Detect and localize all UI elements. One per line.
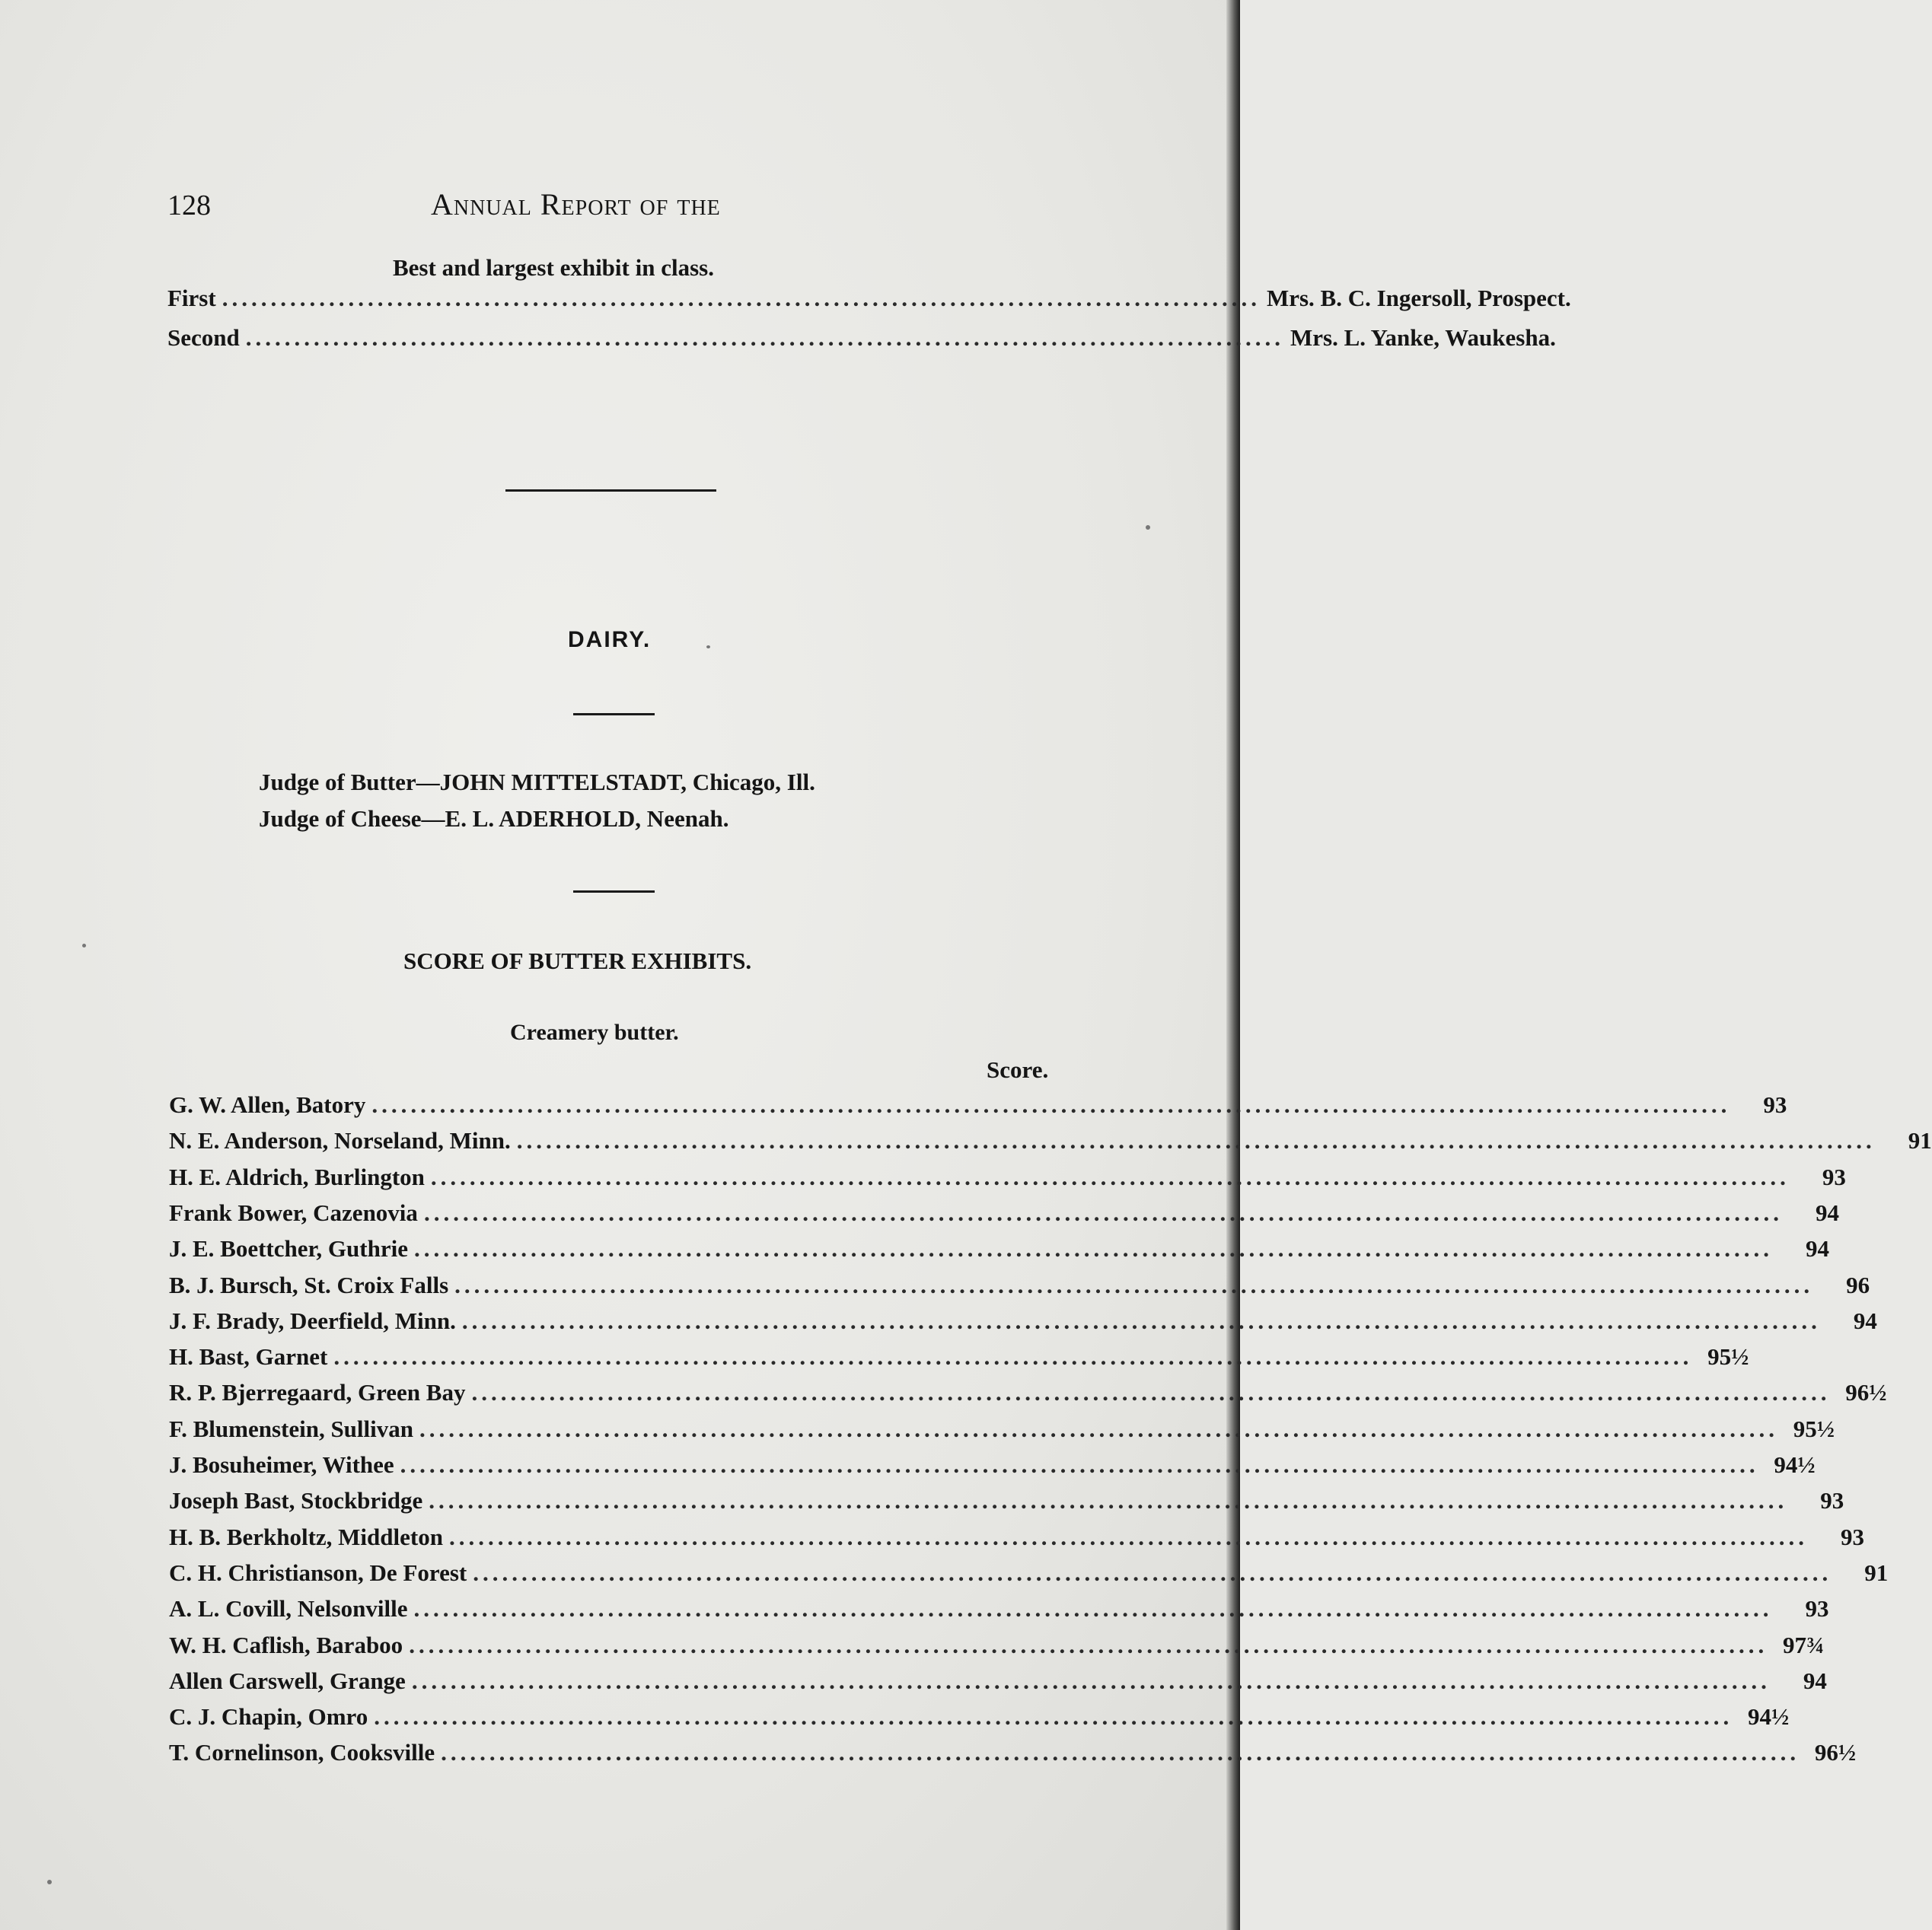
exhibit-score: 96 [1846, 1271, 1870, 1298]
exhibitor-name: H. E. Aldrich, Burlington [169, 1163, 425, 1190]
exhibit-row [169, 1667, 1827, 1701]
dot-leader: ............................................................................................................................................ [413, 1235, 1773, 1263]
exhibit-row [169, 1631, 1825, 1665]
section-divider-rule [505, 489, 716, 492]
exhibit-row [169, 1271, 1870, 1305]
exhibitor-name: G. W. Allen, Batory [169, 1091, 366, 1118]
exhibit-row [169, 1343, 1749, 1377]
exhibitor-name: C. J. Chapin, Omro [169, 1703, 368, 1731]
exhibitor-name: H. B. Berkholtz, Middleton [169, 1523, 443, 1550]
exhibit-score: 93 [1820, 1487, 1844, 1514]
exhibitor-name: Joseph Bast, Stockbridge [169, 1487, 423, 1514]
exhibit-score: 97¾ [1782, 1631, 1825, 1658]
exhibit-score: 95½ [1793, 1415, 1835, 1442]
dot-leader: ............................................................................................................................................ [448, 1523, 1808, 1550]
paper-speck [706, 645, 710, 648]
exhibit-score: 93 [1805, 1595, 1829, 1623]
exhibitor-name: B. J. Bursch, St. Croix Falls [169, 1271, 449, 1298]
exhibit-row [169, 1451, 1816, 1485]
exhibit-row [169, 1559, 1889, 1593]
running-head: Annual Report of the [431, 187, 721, 221]
category-subheading: Creamery butter. [510, 1020, 679, 1045]
prior-entry-winner: Mrs. L. Yanke, Waukesha. [1290, 324, 1556, 351]
page-number: 128 [167, 189, 211, 221]
exhibitor-name: N. E. Anderson, Norseland, Minn. [169, 1127, 511, 1154]
exhibitor-name: J. E. Boettcher, Guthrie [169, 1235, 408, 1263]
dairy-heading: DAIRY. [568, 627, 652, 652]
paper-speck [82, 944, 86, 947]
judge-butter-line: Judge of Butter—JOHN MITTELSTADT, Chicago, Ill. [259, 769, 815, 795]
dot-leader: ............................................................................................................................................ [441, 1739, 1800, 1766]
exhibit-score: 91 [1908, 1127, 1932, 1154]
score-column-header: Score. [987, 1056, 1049, 1083]
exhibit-score: 96½ [1845, 1379, 1887, 1406]
exhibit-score: 91 [1864, 1559, 1889, 1586]
exhibit-score: 94½ [1748, 1703, 1790, 1731]
exhibit-row [169, 1703, 1790, 1737]
exhibitor-name: T. Cornelinson, Cooksville [169, 1739, 435, 1766]
prior-entry-place: First [167, 285, 216, 311]
judge-cheese-line: Judge of Cheese—E. L. ADERHOLD, Neenah. [259, 805, 729, 832]
short-rule [573, 713, 655, 715]
dot-leader: ........................................................................................................... [245, 324, 1284, 351]
exhibit-score: 94 [1853, 1307, 1877, 1334]
exhibit-row [169, 1415, 1835, 1449]
exhibitor-name: C. H. Christianson, De Forest [169, 1559, 467, 1586]
dot-leader: ............................................................................................................................................ [429, 1487, 1788, 1514]
dot-leader: ............................................................................................................................................ [409, 1631, 1768, 1658]
exhibit-row [169, 1307, 1877, 1341]
exhibit-row [169, 1739, 1857, 1772]
score-table-title: SCORE OF BUTTER EXHIBITS. [403, 947, 752, 974]
paper-speck [47, 1880, 52, 1884]
exhibitor-name: R. P. Bjerregaard, Green Bay [169, 1379, 466, 1406]
dot-leader: ............................................................................................................................................ [400, 1451, 1759, 1478]
prior-entry-row [167, 285, 1571, 318]
exhibit-score: 93 [1840, 1523, 1864, 1550]
exhibitor-name: Frank Bower, Cazenovia [169, 1199, 418, 1226]
dot-leader: ............................................................................................................................................ [516, 1127, 1876, 1154]
exhibit-row [169, 1595, 1829, 1629]
exhibitor-name: F. Blumenstein, Sullivan [169, 1415, 414, 1442]
dot-leader: ............................................................................................................................................ [430, 1163, 1790, 1190]
exhibit-score: 94 [1815, 1199, 1839, 1226]
prior-entry-place: Second [167, 324, 240, 351]
dot-leader: ............................................................................................................................................ [473, 1559, 1832, 1586]
exhibit-score: 94 [1805, 1235, 1829, 1263]
prior-entry-row [167, 324, 1556, 358]
exhibit-row [169, 1091, 1787, 1125]
prior-entry-winner: Mrs. B. C. Ingersoll, Prospect. [1266, 285, 1571, 311]
exhibit-score: 93 [1763, 1091, 1787, 1118]
exhibit-row [169, 1487, 1844, 1521]
exhibit-row [169, 1379, 1887, 1412]
dot-leader: ............................................................................................................................................ [454, 1271, 1814, 1298]
exhibitor-name: W. H. Caflish, Baraboo [169, 1631, 403, 1658]
dot-leader: ............................................................................................................................................ [471, 1379, 1831, 1406]
exhibit-row [169, 1163, 1846, 1197]
dot-leader: ............................................................................................................................................ [411, 1667, 1771, 1694]
dot-leader: ............................................................................................................................................ [413, 1595, 1773, 1623]
exhibit-row [169, 1523, 1864, 1557]
dot-leader: ............................................................................................................................................ [333, 1343, 1693, 1371]
exhibit-score: 93 [1822, 1163, 1846, 1190]
exhibit-score: 94 [1803, 1667, 1827, 1694]
exhibitor-name: J. F. Brady, Deerfield, Minn. [169, 1307, 456, 1334]
exhibit-row [169, 1235, 1829, 1269]
exhibitor-name: A. L. Covill, Nelsonville [169, 1595, 408, 1623]
exhibitor-name: H. Bast, Garnet [169, 1343, 328, 1371]
dot-leader: ............................................................................................................................................ [371, 1091, 1731, 1118]
prior-section-title: Best and largest exhibit in class. [393, 254, 714, 281]
exhibit-row [169, 1199, 1839, 1233]
dot-leader: ........................................................................................................... [222, 285, 1261, 311]
exhibitor-name: Allen Carswell, Grange [169, 1667, 406, 1694]
dot-leader: ............................................................................................................................................ [419, 1415, 1779, 1442]
dot-leader: ............................................................................................................................................ [461, 1307, 1821, 1334]
exhibit-score: 94½ [1774, 1451, 1816, 1478]
dot-leader: ............................................................................................................................................ [374, 1703, 1733, 1731]
exhibitor-name: J. Bosuheimer, Withee [169, 1451, 394, 1478]
dot-leader: ............................................................................................................................................ [423, 1199, 1783, 1226]
exhibit-score: 95½ [1707, 1343, 1749, 1371]
exhibit-row [169, 1127, 1932, 1161]
exhibit-score: 96½ [1814, 1739, 1857, 1766]
paper-speck [1146, 525, 1150, 530]
short-rule [573, 890, 655, 893]
